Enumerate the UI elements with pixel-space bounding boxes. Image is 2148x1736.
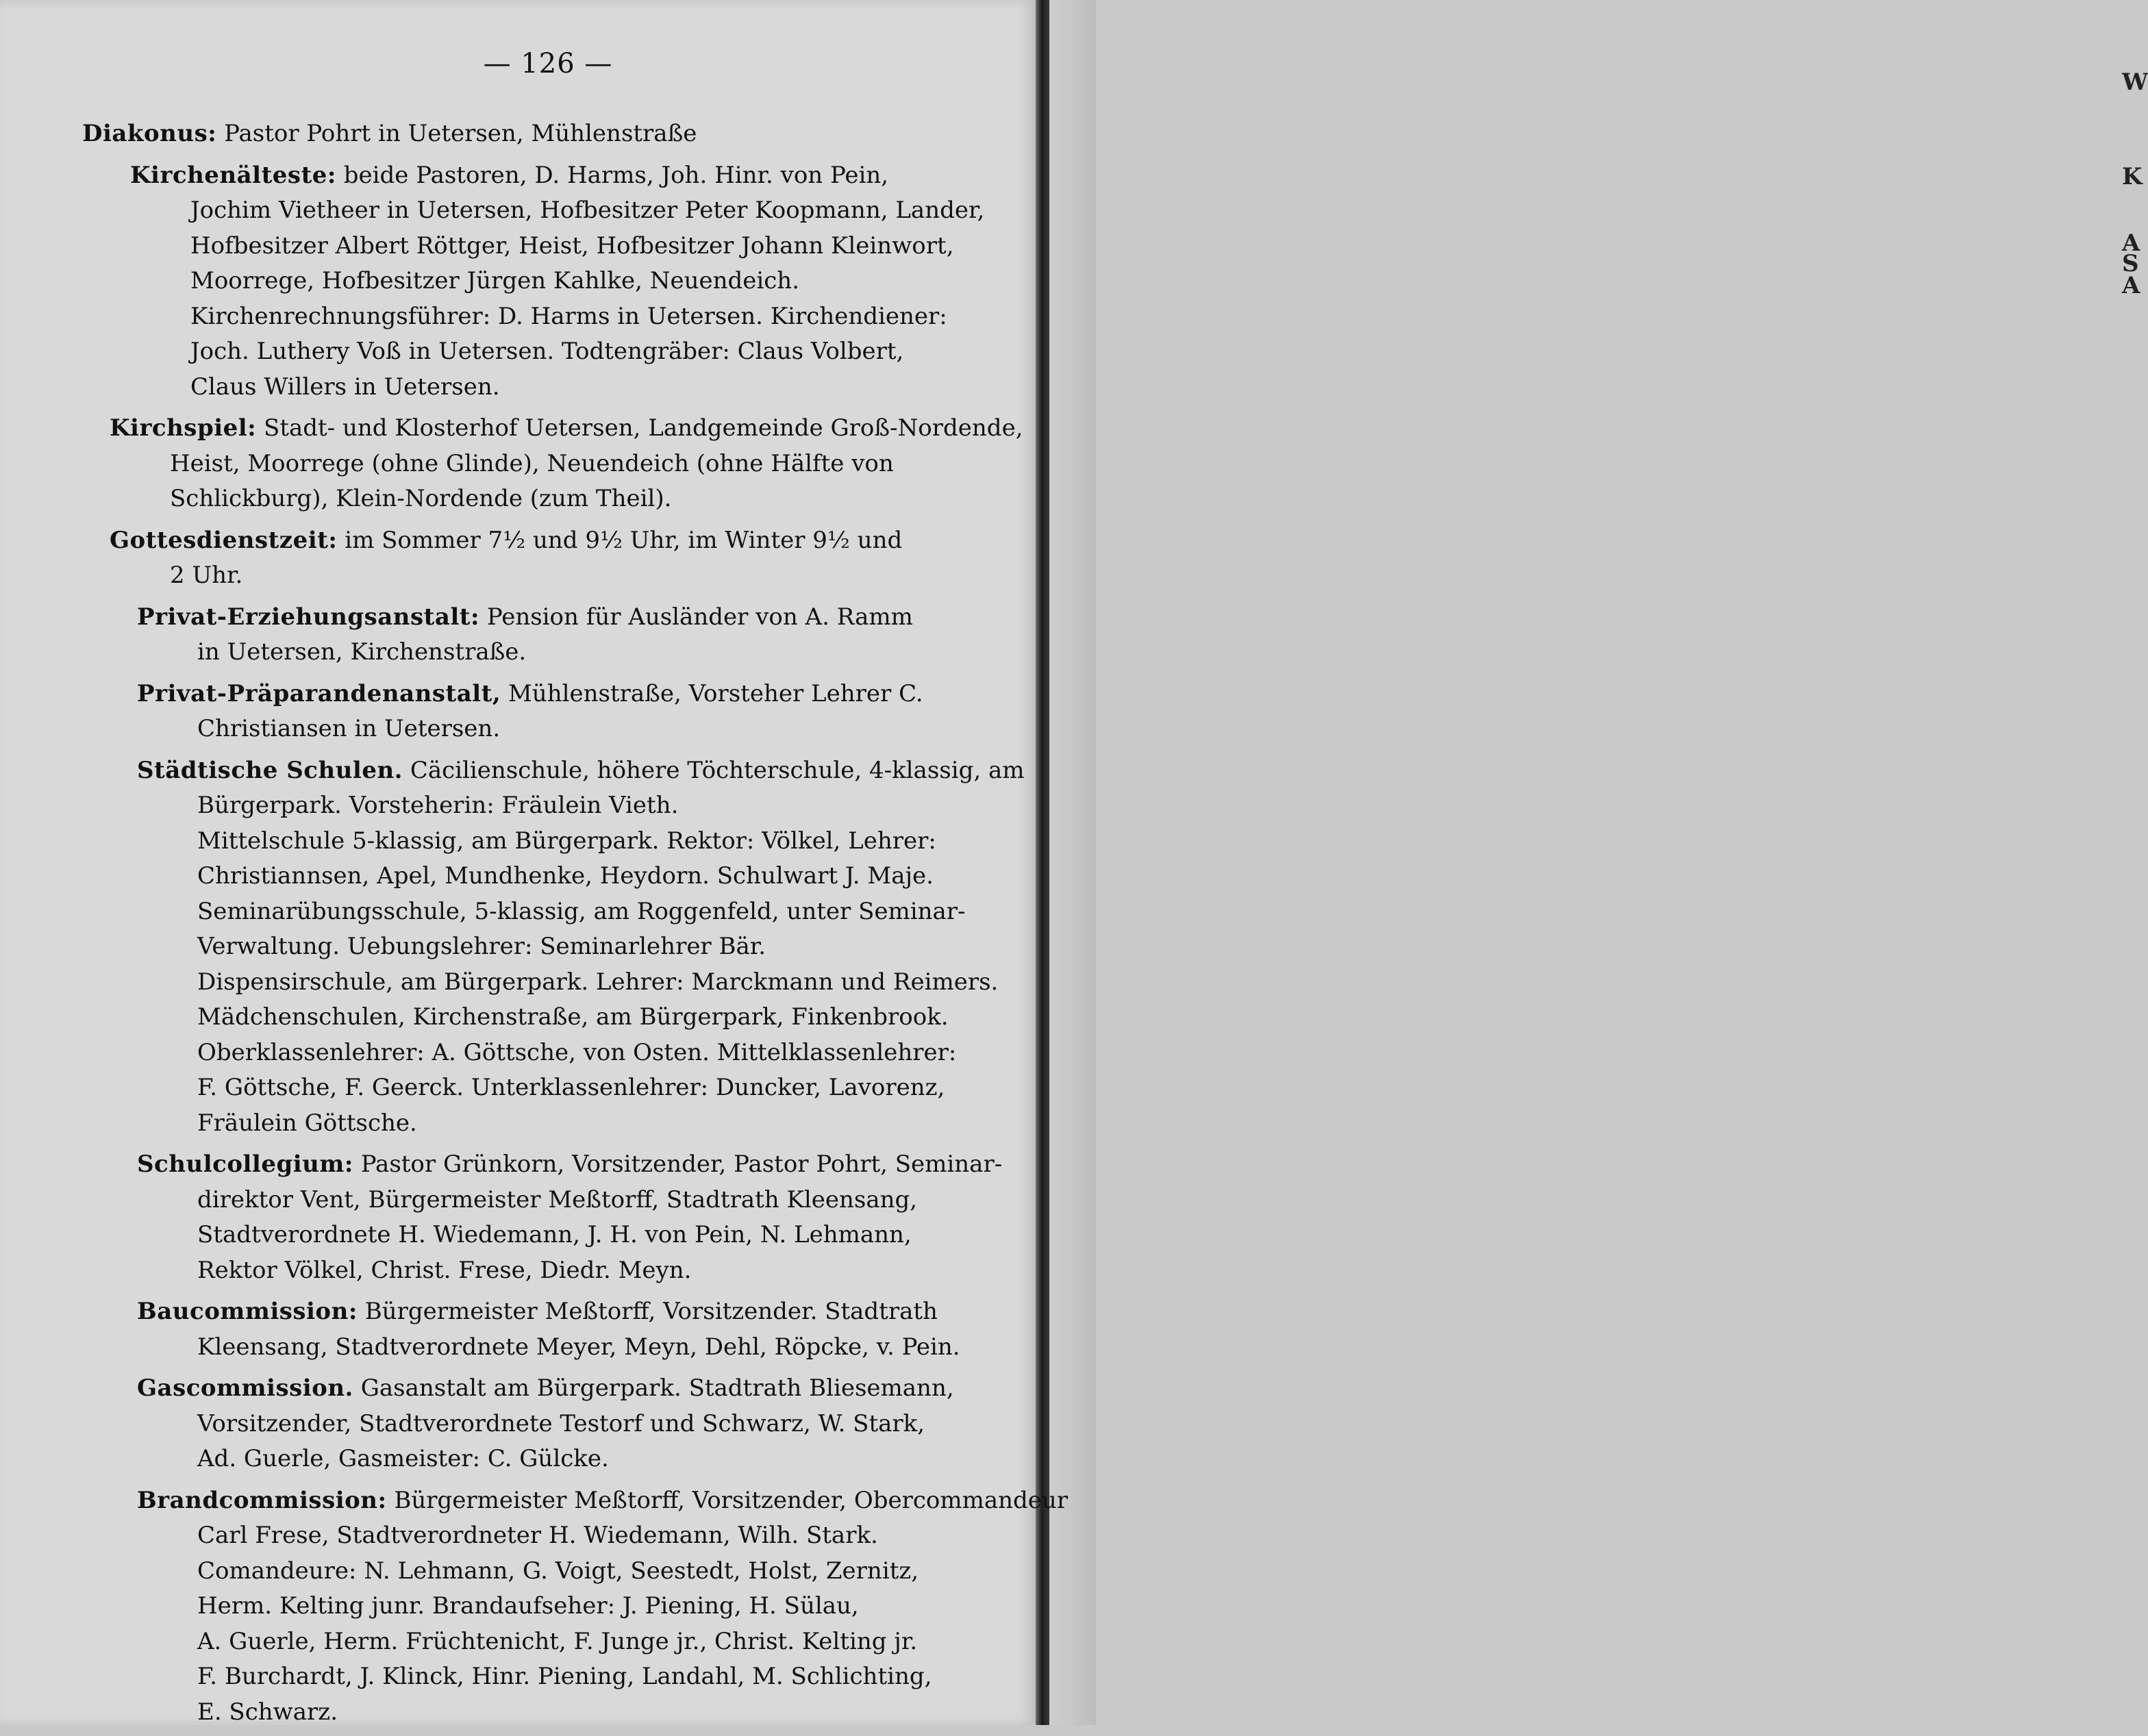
entry-label: Gottesdienstzeit: [110,526,338,554]
facing-page-fragment: A [2122,229,2140,257]
entry-line [137,1253,1027,1289]
entry-text: Herm. Kelting junr. Brandaufseher: J. Piening, H. Sülau, [197,1592,859,1620]
facing-page-fragment: S [2122,250,2139,277]
entry-text: Ad. Guerle, Gasmeister: C. Gülcke. [197,1445,609,1472]
entry-text: Mädchenschulen, Kirchenstraße, am Bürgerpark, Finkenbrook. [197,1003,949,1031]
entry-label: Kirchspiel: [110,414,257,442]
entry-label: Gascommission. [137,1374,353,1402]
directory-entry [82,753,1027,1142]
entry-line [137,1442,1027,1477]
entry-text: Vorsitzender, Stadtverordnete Testorf und Schwarz, W. Stark, [197,1409,925,1437]
entry-label: Städtische Schulen. [137,756,403,784]
entry-text: Kleensang, Stadtverordnete Meyer, Meyn, Dehl, Röpcke, v. Pein. [197,1333,960,1361]
entry-label: Privat-Erziehungsanstalt: [137,603,480,631]
entry-text: Oberklassenlehrer: A. Göttsche, von Osten. Mittelklassenlehrer: [197,1038,957,1066]
entry-line [137,1624,1027,1660]
entry-text: Pastor Pohrt in Uetersen, Mühlenstraße [216,120,697,147]
entry-line [137,1554,1027,1589]
entry-line [130,193,1027,229]
entry-line [110,558,1027,594]
entry-line [137,788,1027,824]
entry-line [137,600,1027,636]
entry-line [82,116,1027,152]
entry-text: Carl Frese, Stadtverordneter H. Wiedemann, Wilh. Stark. [197,1522,878,1549]
entry-line [137,1070,1027,1106]
entry-text: Comandeure: N. Lehmann, G. Voigt, Seestedt, Holst, Zernitz, [197,1557,919,1585]
entry-text: Moorrege, Hofbesitzer Jürgen Kahlke, Neuendeich. [190,267,799,294]
entry-line [137,929,1027,965]
entry-line [110,523,1027,559]
entry-line [137,1147,1027,1183]
entry-text: Fräulein Göttsche. [197,1109,417,1137]
entry-line [137,1518,1027,1554]
entry-text: Stadt- und Klosterhof Uetersen, Landgemeinde Groß-Nordende, [256,414,1023,442]
entry-text: F. Burchardt, J. Klinck, Hinr. Piening, Landahl, M. Schlichting, [197,1663,932,1690]
entry-line [137,965,1027,1001]
entry-text: F. Göttsche, F. Geerck. Unterklassenlehrer: Duncker, Lavorenz, [197,1074,945,1101]
entry-line [137,1371,1027,1407]
entry-text: Christiansen in Uetersen. [197,715,501,742]
directory-entry [82,116,1027,152]
entry-text: beide Pastoren, D. Harms, Joh. Hinr. von Pein, [336,161,889,189]
entry-text: Jochim Vietheer in Uetersen, Hofbesitzer Peter Koopmann, Lander, [190,197,985,224]
entry-label: Brandcommission: [137,1486,387,1514]
book-gutter [1036,0,1049,1725]
entry-text: Dispensirschule, am Bürgerpark. Lehrer: Marckmann und Reimers. [197,968,999,996]
entry-label: Baucommission: [137,1298,358,1325]
entry-text: Schlickburg), Klein-Nordende (zum Theil). [170,485,672,512]
entry-line [110,446,1027,482]
entry-line [137,1000,1027,1035]
entry-line [137,894,1027,930]
entry-text: Joch. Luthery Voß in Uetersen. Todtengräber: Claus Volbert, [190,338,904,365]
entry-text: Bürgermeister Meßtorff, Vorsitzender, Obercommandeur [386,1486,1069,1514]
entry-line [130,229,1027,264]
entry-text: Cäcilienschule, höhere Töchterschule, 4-klassig, am [403,756,1025,784]
entry-line [137,1330,1027,1366]
facing-page-fragment: W [2122,68,2148,96]
entry-text: Mittelschule 5-klassig, am Bürgerpark. Rektor: Völkel, Lehrer: [197,827,936,855]
entry-line [110,481,1027,517]
entry-line [130,299,1027,335]
entry-text: Bürgerpark. Vorsteherin: Fräulein Vieth. [197,792,679,819]
entry-line [137,1589,1027,1624]
directory-entry [82,523,1027,594]
entry-text: Verwaltung. Uebungslehrer: Seminarlehrer Bär. [197,933,766,960]
entry-text: direktor Vent, Bürgermeister Meßtorff, Stadtrath Kleensang, [197,1185,918,1213]
entry-text: E. Schwarz. [197,1698,338,1726]
entry-text: Gasanstalt am Bürgerpark. Stadtrath Bliesemann, [353,1374,954,1402]
directory-entry [82,677,1027,747]
directory-entry [82,1371,1027,1477]
entry-line [130,158,1027,194]
directory-entry [82,600,1027,670]
entry-line [137,1407,1027,1442]
entry-text: Bürgermeister Meßtorff, Vorsitzender. Stadtrath [357,1298,938,1325]
entry-text: Mühlenstraße, Vorsteher Lehrer C. [501,679,923,707]
entry-text: Heist, Moorrege (ohne Glinde), Neuendeich (ohne Hälfte von [170,449,894,477]
entry-label: Diakonus: [82,120,217,147]
entry-text: Hofbesitzer Albert Röttger, Heist, Hofbesitzer Johann Kleinwort, [190,231,954,260]
entry-line [137,859,1027,894]
entry-text: Rektor Völkel, Christ. Frese, Diedr. Meyn. [197,1256,692,1284]
directory-entry [82,1147,1027,1288]
entry-line [137,1659,1027,1695]
entry-label: Privat-Präparandenanstalt, [137,679,501,707]
entry-line [137,712,1027,747]
entry-line [137,635,1027,670]
entry-line [130,370,1027,405]
entry-line [130,334,1027,370]
directory-entries [82,116,1069,1736]
entry-text: 2 Uhr. [170,562,243,589]
entry-line [130,264,1027,299]
entry-text: Stadtverordnete H. Wiedemann, J. H. von Pein, N. Lehmann, [197,1221,912,1248]
directory-entry [82,411,1027,517]
entry-line [110,411,1027,446]
entry-line [137,1695,1027,1731]
directory-entry [82,1294,1027,1365]
entry-text: Pastor Grünkorn, Vorsitzender, Pastor Pohrt, Seminar- [353,1150,1003,1178]
entry-text: im Sommer 7½ und 9½ Uhr, im Winter 9½ und [337,526,903,554]
entry-line [137,1106,1027,1142]
page-number: — 126 — [483,48,613,79]
entry-line [137,824,1027,859]
entry-text: Pension für Ausländer von A. Ramm [479,603,913,631]
entry-line [137,1218,1027,1253]
entry-line [137,1483,1069,1519]
entry-text: A. Guerle, Herm. Früchtenicht, F. Junge jr., Christ. Kelting jr. [197,1627,918,1655]
directory-entry [82,158,1027,405]
facing-page-fragment: K [2122,163,2143,190]
entry-line [137,753,1027,789]
entry-line [137,1183,1027,1218]
entry-text: Claus Willers in Uetersen. [190,373,500,401]
entry-text: Christiannsen, Apel, Mundhenke, Heydorn. Schulwart J. Maje. [197,862,934,890]
directory-entry [82,1483,1069,1731]
entry-text: Kirchenrechnungsführer: D. Harms in Uetersen. Kirchendiener: [190,302,947,330]
entry-text: Seminarübungsschule, 5-klassig, am Roggenfeld, unter Seminar- [197,897,966,925]
entry-label: Schulcollegium: [137,1150,353,1178]
entry-line [137,1294,1027,1330]
entry-line [137,1035,1027,1071]
entry-label: Kirchenälteste: [130,161,336,189]
facing-page-fragment: A [2122,272,2140,299]
facing-page-edge [1049,0,2148,1725]
entry-text: in Uetersen, Kirchenstraße. [197,638,527,666]
entry-line [137,677,1027,712]
